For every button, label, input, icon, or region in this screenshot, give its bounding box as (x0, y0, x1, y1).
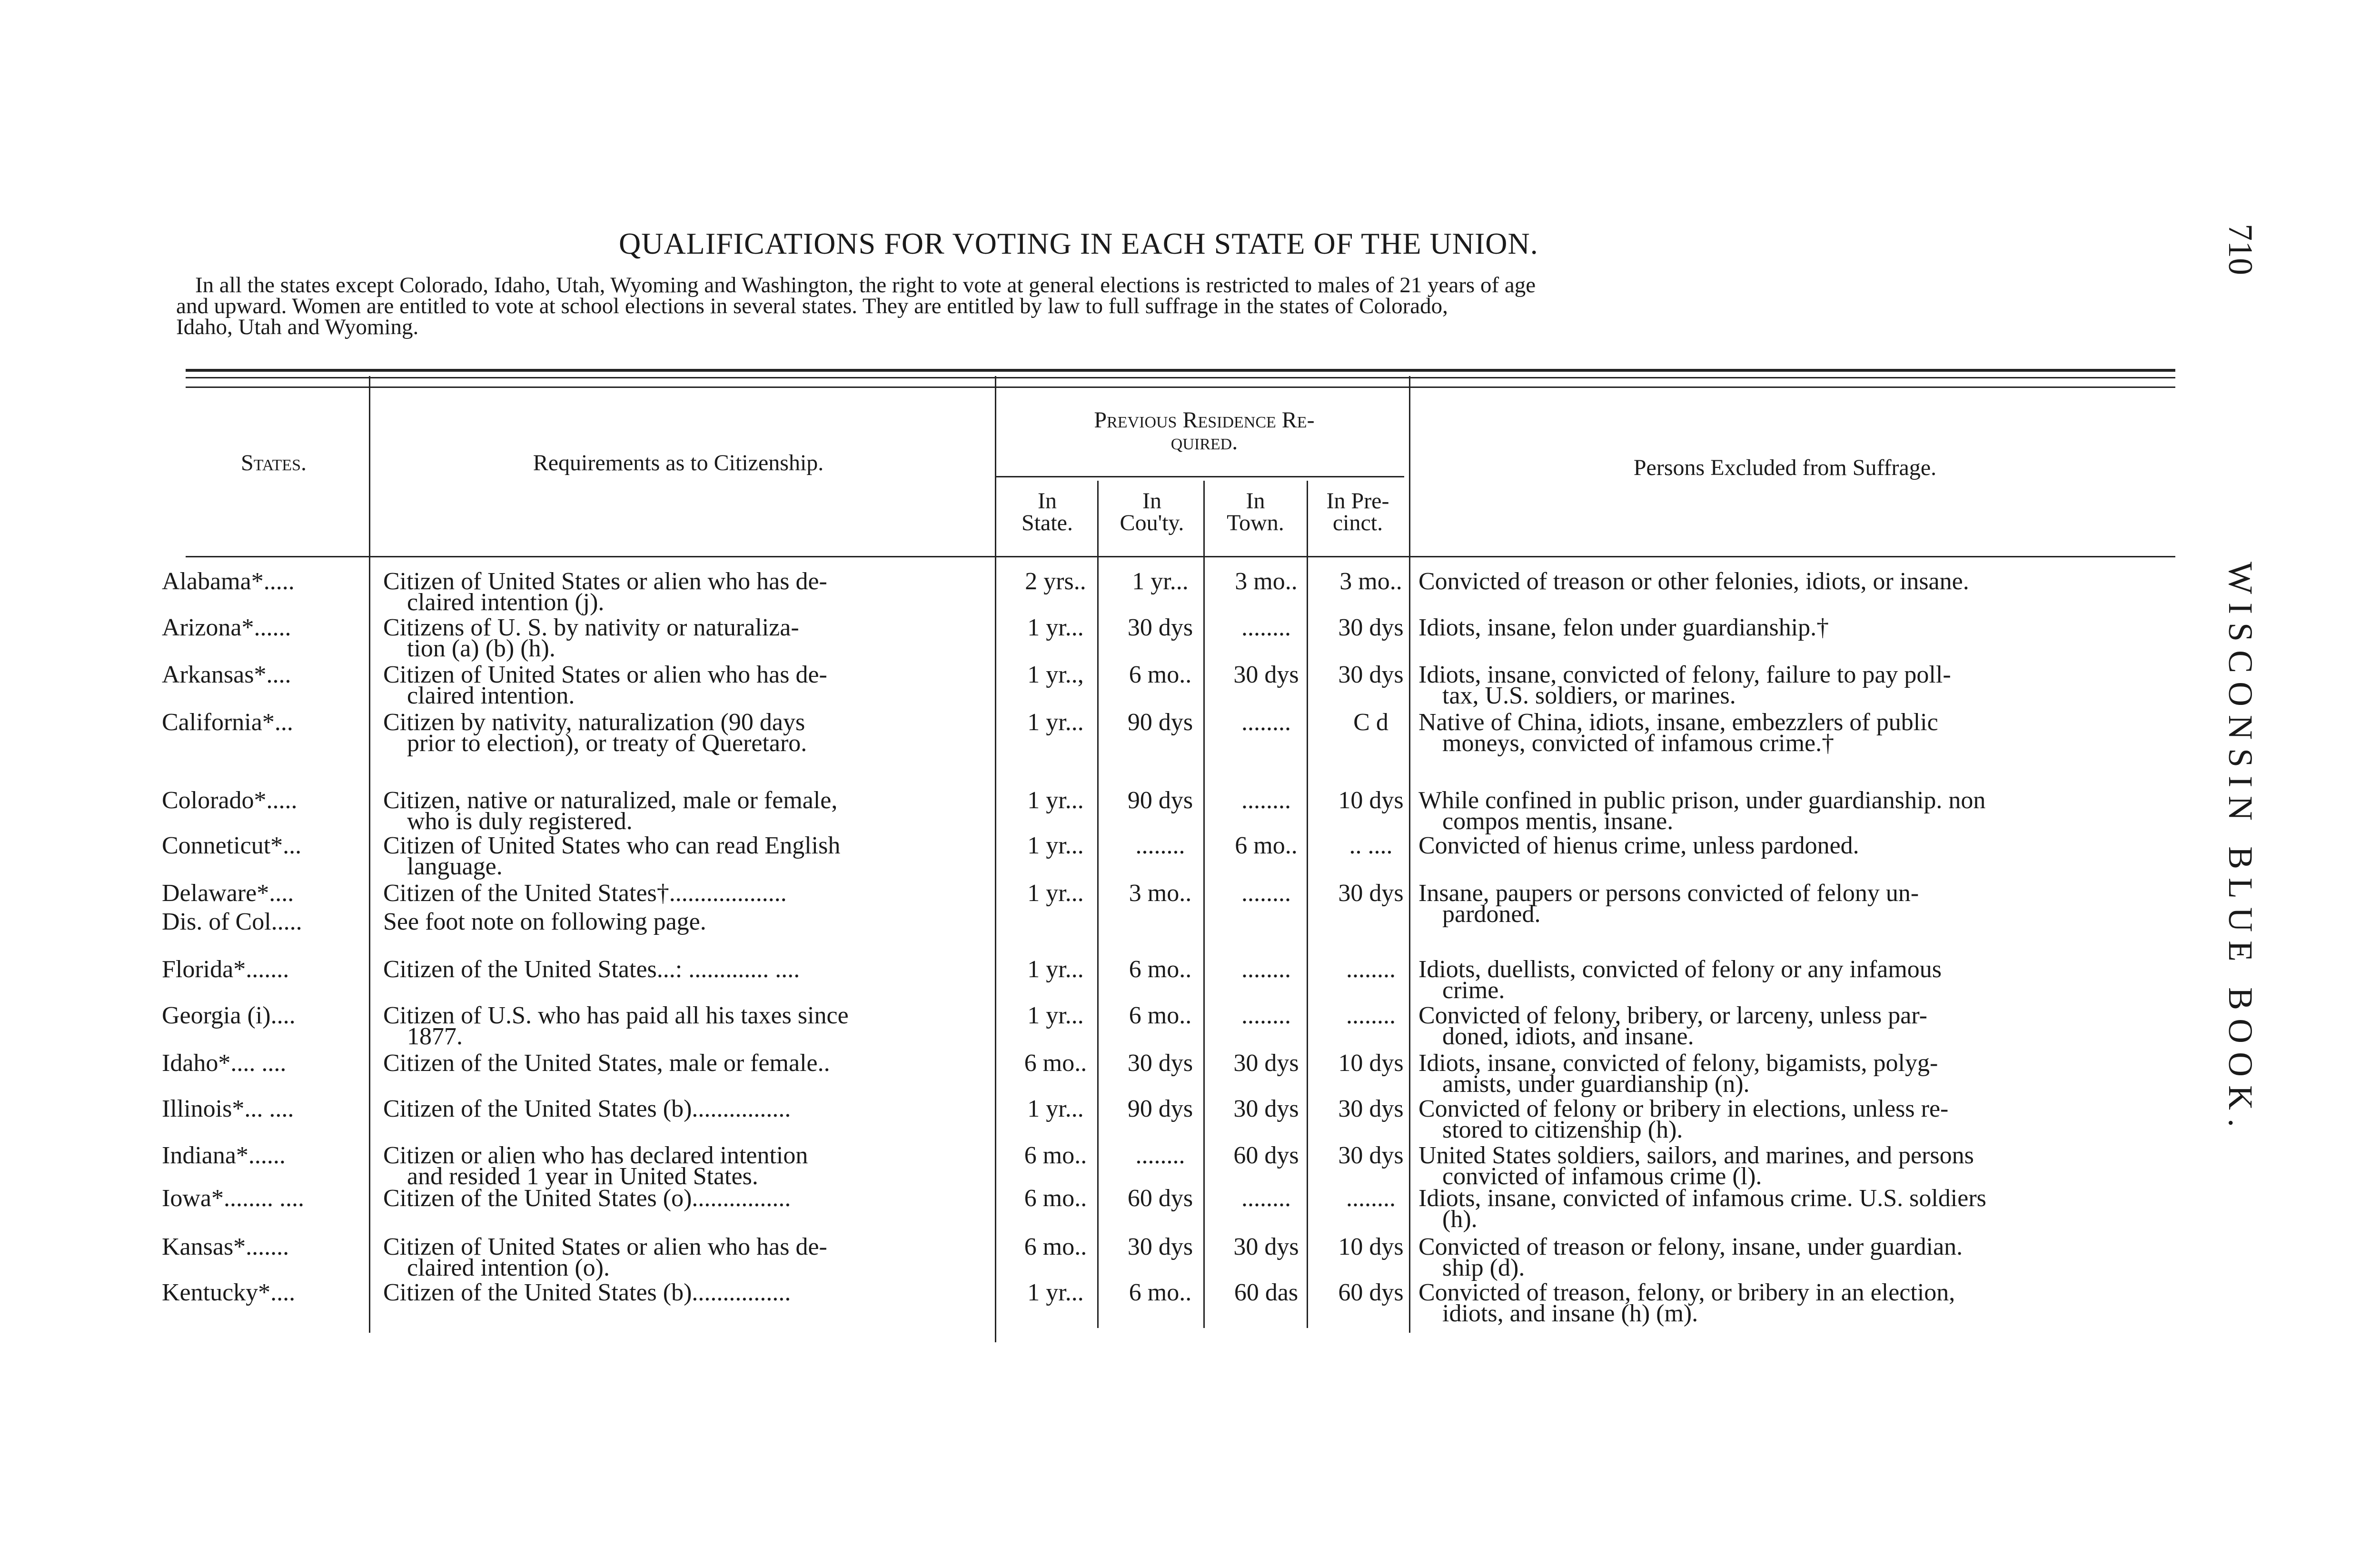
page-number: 710 (2221, 224, 2260, 275)
residence-in-state: 1 yr... (1027, 1002, 1084, 1029)
residence-in-town: 30 dys (1233, 1050, 1299, 1077)
residence-in-town: 30 dys (1233, 661, 1299, 688)
excluded-line: moneys, convicted of infamous crime.† (1442, 730, 1835, 757)
requirement-line: Citizen of United States or alien who has de- (383, 661, 827, 688)
col-header-in-precinct (1307, 490, 1409, 534)
excluded-line: stored to citizenship (h). (1442, 1116, 1683, 1143)
residence-in-precinct: .. .... (1349, 832, 1393, 859)
residence-in-county: 6 mo.. (1129, 956, 1192, 983)
col-header-excluded: Persons Excluded from Suffrage. (1633, 455, 1937, 480)
residence-in-precinct: 30 dys (1338, 661, 1404, 688)
residence-in-precinct: 3 mo.. (1339, 568, 1402, 595)
requirement-line: claired intention (j). (407, 589, 605, 616)
requirement-line: Citizen of the United States (o)................ (383, 1185, 791, 1212)
running-head: WISCONSIN BLUE BOOK. (2221, 562, 2260, 1136)
excluded-line: ship (d). (1442, 1254, 1525, 1281)
excluded-persons (1418, 709, 2337, 757)
requirement-line: Citizen of United States or alien who has de- (383, 568, 827, 595)
residence-in-county: 30 dys (1127, 614, 1193, 641)
excluded-line: Convicted of treason or other felonies, idiots, or insane. (1418, 568, 1969, 595)
residence-in-state: 1 yr... (1027, 787, 1084, 814)
residence-in-town: ........ (1241, 614, 1291, 641)
header-text: In Pre- (1326, 488, 1389, 514)
residence-in-precinct: 10 dys (1338, 1050, 1404, 1077)
residence-in-county: 3 mo.. (1129, 880, 1192, 907)
col-header-in-state (997, 490, 1097, 534)
header-rule (186, 386, 2175, 388)
excluded-line: Idiots, insane, convicted of felony, bigamists, polyg- (1418, 1050, 1938, 1077)
residence-in-precinct: 30 dys (1338, 614, 1404, 641)
residence-in-county: 6 mo.. (1129, 1002, 1192, 1029)
excluded-line: Convicted of felony or bribery in elections, unless re- (1418, 1095, 1949, 1122)
residence-in-precinct: 30 dys (1338, 1095, 1404, 1122)
state-name: Illinois*... .... (162, 1095, 294, 1122)
requirement-line: See foot note on following page. (383, 908, 706, 935)
excluded-persons (1418, 956, 2337, 1004)
state-name: California*... (162, 709, 293, 736)
excluded-persons (1418, 787, 2337, 835)
state-name: Georgia (i).... (162, 1002, 296, 1029)
col-header-in-county (1100, 490, 1204, 534)
residence-in-town: 30 dys (1233, 1095, 1299, 1122)
requirement-line: claired intention (o). (407, 1254, 610, 1281)
residence-in-precinct: 30 dys (1338, 1142, 1404, 1169)
requirement-line: language. (407, 853, 503, 880)
requirement-line: 1877. (407, 1023, 463, 1050)
requirement-line: Citizen, native or naturalized, male or female, (383, 787, 838, 814)
residence-in-precinct: C d (1353, 709, 1388, 736)
residence-in-state: 1 yr.., (1027, 661, 1084, 688)
intro-line: Idaho, Utah and Wyoming. (176, 315, 419, 339)
residence-in-county: 6 mo.. (1129, 661, 1192, 688)
state-name: Delaware*.... (162, 880, 294, 907)
excluded-line: doned, idiots, and insane. (1442, 1023, 1694, 1050)
residence-in-county: 60 dys (1127, 1185, 1193, 1212)
residence-in-town: ........ (1241, 1185, 1291, 1212)
residence-in-state: 1 yr... (1027, 1095, 1084, 1122)
residence-in-state: 1 yr... (1027, 956, 1084, 983)
col-header-states: States. (241, 450, 307, 476)
residence-in-state: 1 yr... (1027, 880, 1084, 907)
state-name: Conneticut*... (162, 832, 302, 859)
residence-in-precinct: 30 dys (1338, 880, 1404, 907)
excluded-persons (1418, 1185, 2337, 1233)
residence-in-town: 60 dys (1233, 1142, 1299, 1169)
residence-in-town: 60 das (1234, 1279, 1299, 1306)
residence-in-county: 6 mo.. (1129, 1279, 1192, 1306)
requirement-line: Citizens of U. S. by nativity or naturaliza- (383, 614, 799, 641)
excluded-line: pardoned. (1442, 901, 1541, 928)
residence-in-county: 30 dys (1127, 1233, 1193, 1260)
excluded-persons (1418, 1142, 2337, 1190)
requirement-line: Citizen of the United States...: ............. .... (383, 956, 800, 983)
excluded-line: tax, U.S. soldiers, or marines. (1442, 682, 1736, 709)
residence-in-town: ........ (1241, 787, 1291, 814)
requirement-line: Citizen of the United States, male or female.. (383, 1050, 830, 1077)
excluded-persons (1418, 568, 2337, 595)
requirement-line: and resided 1 year in United States. (407, 1163, 758, 1190)
excluded-line: (h). (1442, 1206, 1478, 1233)
header-text: cinct. (1332, 510, 1383, 535)
state-name: Kentucky*.... (162, 1279, 296, 1306)
excluded-line: idiots, and insane (h) (m). (1442, 1300, 1698, 1327)
intro-paragraph (176, 275, 2180, 337)
residence-in-state: 1 yr... (1027, 709, 1084, 736)
state-name: Kansas*....... (162, 1233, 289, 1260)
state-name: Indiana*...... (162, 1142, 286, 1169)
col-header-residence (995, 409, 1414, 453)
residence-in-town: ........ (1241, 956, 1291, 983)
residence-in-town: 6 mo.. (1235, 832, 1298, 859)
residence-in-state: 2 yrs.. (1025, 568, 1086, 595)
header-text: Town. (1227, 510, 1284, 535)
excluded-line: crime. (1442, 977, 1505, 1004)
requirement-line: claired intention. (407, 682, 575, 709)
column-divider (369, 376, 370, 1333)
excluded-line: Idiots, insane, convicted of felony, failure to pay poll- (1418, 661, 1951, 688)
excluded-line: Idiots, duellists, convicted of felony or any infamous (1418, 956, 1942, 983)
residence-in-precinct: 60 dys (1338, 1279, 1404, 1306)
excluded-persons (1418, 661, 2337, 709)
header-subrule (995, 476, 1404, 477)
requirement-line: tion (a) (b) (h). (407, 635, 555, 662)
excluded-line: Native of China, idiots, insane, embezzlers of public (1418, 709, 1938, 736)
residence-in-precinct: ........ (1346, 1185, 1396, 1212)
header-text: In (1038, 488, 1057, 514)
residence-in-town: ........ (1241, 1002, 1291, 1029)
residence-in-county: 90 dys (1127, 709, 1193, 736)
residence-header-line: Previous Residence Re- (1094, 407, 1315, 433)
requirement-line: Citizen of United States or alien who has de- (383, 1233, 827, 1260)
residence-in-town: ........ (1241, 880, 1291, 907)
requirement-line: Citizen of United States who can read English (383, 832, 841, 859)
state-name: Iowa*........ .... (162, 1185, 304, 1212)
excluded-persons (1418, 832, 2337, 859)
header-bottom-rule (186, 556, 2175, 557)
state-name: Colorado*..... (162, 787, 298, 814)
requirement-line: Citizen by nativity, naturalization (90 days (383, 709, 805, 736)
residence-in-precinct: ........ (1346, 1002, 1396, 1029)
page-title: QUALIFICATIONS FOR VOTING IN EACH STATE OF THE UNION. (619, 227, 1538, 260)
excluded-line: compos mentis, insane. (1442, 808, 1674, 835)
excluded-line: Convicted of felony, bribery, or larceny, unless par- (1418, 1002, 1927, 1029)
excluded-line: amists, under guardianship (n). (1442, 1070, 1750, 1098)
requirement-line: who is duly registered. (407, 808, 633, 835)
residence-in-state: 6 mo.. (1024, 1050, 1087, 1077)
state-name: Alabama*..... (162, 568, 295, 595)
residence-in-county: 1 yr... (1132, 568, 1189, 595)
requirement-line: prior to election), or treaty of Queretaro. (407, 730, 807, 757)
intro-line: and upward. Women are entitled to vote at school elections in several states. They are entitled by law to full suffrage in the states of Colorado, (176, 294, 1448, 318)
residence-in-county: 90 dys (1127, 1095, 1193, 1122)
excluded-line: While confined in public prison, under guardianship. non (1418, 787, 1986, 814)
excluded-line: convicted of infamous crime (l). (1442, 1163, 1762, 1190)
residence-in-state: 6 mo.. (1024, 1142, 1087, 1169)
header-text: In (1142, 488, 1161, 514)
requirement-line: Citizen of the United States (b)................ (383, 1095, 791, 1122)
residence-in-state: 1 yr... (1027, 832, 1084, 859)
residence-in-precinct: 10 dys (1338, 1233, 1404, 1260)
residence-in-precinct: ........ (1346, 956, 1396, 983)
state-name: Idaho*.... .... (162, 1050, 287, 1077)
residence-in-state: 1 yr... (1027, 1279, 1084, 1306)
excluded-line: Convicted of treason, felony, or bribery in an election, (1418, 1279, 1955, 1306)
excluded-persons (1418, 1233, 2337, 1281)
requirement-line: Citizen of the United States†................... (383, 880, 787, 907)
excluded-line: United States soldiers, sailors, and marines, and persons (1418, 1142, 1974, 1169)
intro-line: In all the states except Colorado, Idaho, Utah, Wyoming and Washington, the right to vote at general elections is restricted to males of 21 years of age (195, 273, 1536, 297)
residence-in-county: 30 dys (1127, 1050, 1193, 1077)
requirement-line: Citizen or alien who has declared intention (383, 1142, 808, 1169)
header-rule (186, 369, 2175, 372)
excluded-persons (1418, 1050, 2337, 1098)
residence-in-precinct: 10 dys (1338, 787, 1404, 814)
excluded-persons (1418, 1279, 2337, 1327)
excluded-line: Idiots, insane, felon under guardianship.† (1418, 614, 1829, 641)
header-text: In (1246, 488, 1265, 514)
requirement-line: Citizen of U.S. who has paid all his taxes since (383, 1002, 849, 1029)
residence-in-county: ........ (1135, 832, 1185, 859)
excluded-persons (1418, 1095, 2337, 1143)
citizenship-requirement (383, 908, 1150, 935)
state-name: Arizona*...... (162, 614, 291, 641)
col-header-in-town (1204, 490, 1307, 534)
state-name: Florida*....... (162, 956, 289, 983)
header-text: Cou'ty. (1120, 510, 1184, 535)
excluded-line: Idiots, insane, convicted of infamous crime. U.S. soldiers (1418, 1185, 1986, 1212)
residence-in-county: ........ (1135, 1142, 1185, 1169)
residence-in-town: ........ (1241, 709, 1291, 736)
excluded-persons (1418, 614, 2337, 641)
residence-in-state: 6 mo.. (1024, 1185, 1087, 1212)
state-name: Arkansas*.... (162, 661, 291, 688)
residence-header-line: quired. (1170, 429, 1238, 455)
residence-in-state: 1 yr... (1027, 614, 1084, 641)
col-header-citizenship: Requirements as to Citizenship. (533, 450, 824, 476)
excluded-line: Insane, paupers or persons convicted of felony un- (1418, 880, 1919, 907)
excluded-line: Convicted of treason or felony, insane, under guardian. (1418, 1233, 1963, 1260)
excluded-line: Convicted of hienus crime, unless pardoned. (1418, 832, 1859, 859)
residence-in-town: 30 dys (1233, 1233, 1299, 1260)
residence-in-state: 6 mo.. (1024, 1233, 1087, 1260)
header-rule (186, 377, 2175, 378)
residence-in-county: 90 dys (1127, 787, 1193, 814)
excluded-persons (1418, 1002, 2337, 1050)
header-text: State. (1021, 510, 1073, 535)
residence-in-town: 3 mo.. (1235, 568, 1298, 595)
state-name: Dis. of Col..... (162, 908, 302, 935)
requirement-line: Citizen of the United States (b)................ (383, 1279, 791, 1306)
excluded-persons (1418, 880, 2337, 928)
